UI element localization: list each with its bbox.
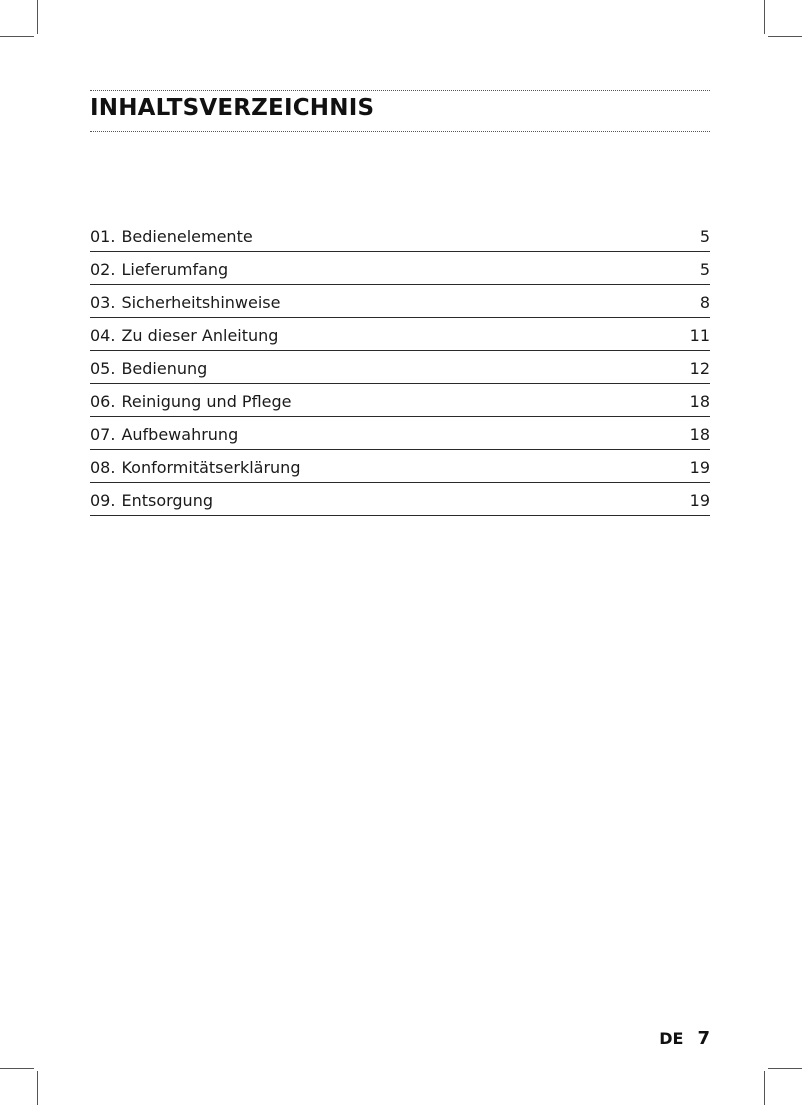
toc-entry-09 xyxy=(90,483,710,516)
crop-mark-bottom-right-horizontal xyxy=(768,1068,802,1069)
toc-entry-label xyxy=(90,491,213,510)
crop-mark-bottom-left-horizontal xyxy=(0,1068,34,1069)
toc-entry-title: Aufbewahrung xyxy=(121,425,239,444)
heading-rule-top xyxy=(90,90,710,91)
toc-entry-number: 02. xyxy=(90,260,116,279)
crop-mark-top-right-vertical xyxy=(764,0,765,34)
toc-entry-page: 19 xyxy=(689,491,710,510)
toc-entry-title: Reinigung und Pflege xyxy=(121,392,292,411)
toc-entry-label xyxy=(90,293,280,312)
toc-entry-number: 08. xyxy=(90,458,116,477)
toc-entry-title: Zu dieser Anleitung xyxy=(121,326,279,345)
toc-entry-08 xyxy=(90,450,710,483)
toc-entry-number: 09. xyxy=(90,491,116,510)
toc-entry-06 xyxy=(90,384,710,417)
toc-entry-label xyxy=(90,458,300,477)
crop-mark-bottom-left-vertical xyxy=(37,1071,38,1105)
toc-entry-label xyxy=(90,326,278,345)
toc-entry-page: 5 xyxy=(699,260,710,279)
toc-entry-07 xyxy=(90,417,710,450)
toc-entry-04 xyxy=(90,318,710,351)
toc-entry-02 xyxy=(90,252,710,285)
toc-entry-number: 04. xyxy=(90,326,116,345)
toc-entry-number: 01. xyxy=(90,227,116,246)
toc-entry-label xyxy=(90,359,207,378)
toc-entry-number: 06. xyxy=(90,392,116,411)
crop-mark-top-right-horizontal xyxy=(768,36,802,37)
toc-entry-title: Sicherheitshinweise xyxy=(121,293,281,312)
toc-entry-title: Lieferumfang xyxy=(121,260,229,279)
toc-entry-page: 18 xyxy=(689,425,710,444)
toc-entry-label xyxy=(90,425,238,444)
toc-entry-title: Bedienung xyxy=(121,359,208,378)
toc-entry-03 xyxy=(90,285,710,318)
crop-mark-top-left-horizontal xyxy=(0,36,34,37)
toc-entry-number: 05. xyxy=(90,359,116,378)
toc-entry-label xyxy=(90,227,253,246)
toc-entry-page: 19 xyxy=(689,458,710,477)
table-of-contents xyxy=(90,219,710,516)
toc-entry-page: 5 xyxy=(699,227,710,246)
heading-rule-bottom xyxy=(90,131,710,132)
toc-entry-page: 11 xyxy=(689,326,710,345)
crop-mark-top-left-vertical xyxy=(37,0,38,34)
toc-entry-page: 8 xyxy=(699,293,710,312)
toc-entry-01 xyxy=(90,219,710,252)
language-code: DE xyxy=(659,1029,684,1048)
toc-entry-label xyxy=(90,260,228,279)
page-number: 7 xyxy=(697,1028,710,1049)
toc-entry-title: Entsorgung xyxy=(121,491,213,510)
page-footer xyxy=(659,1028,710,1049)
toc-entry-label xyxy=(90,392,292,411)
toc-entry-number: 03. xyxy=(90,293,116,312)
crop-mark-bottom-right-vertical xyxy=(764,1071,765,1105)
toc-entry-title: Konformitätserklärung xyxy=(121,458,301,477)
toc-entry-05 xyxy=(90,351,710,384)
toc-entry-page: 18 xyxy=(689,392,710,411)
toc-entry-number: 07. xyxy=(90,425,116,444)
toc-entry-page: 12 xyxy=(689,359,710,378)
page-title: INHALTSVERZEICHNIS xyxy=(90,95,375,121)
toc-entry-title: Bedienelemente xyxy=(121,227,253,246)
